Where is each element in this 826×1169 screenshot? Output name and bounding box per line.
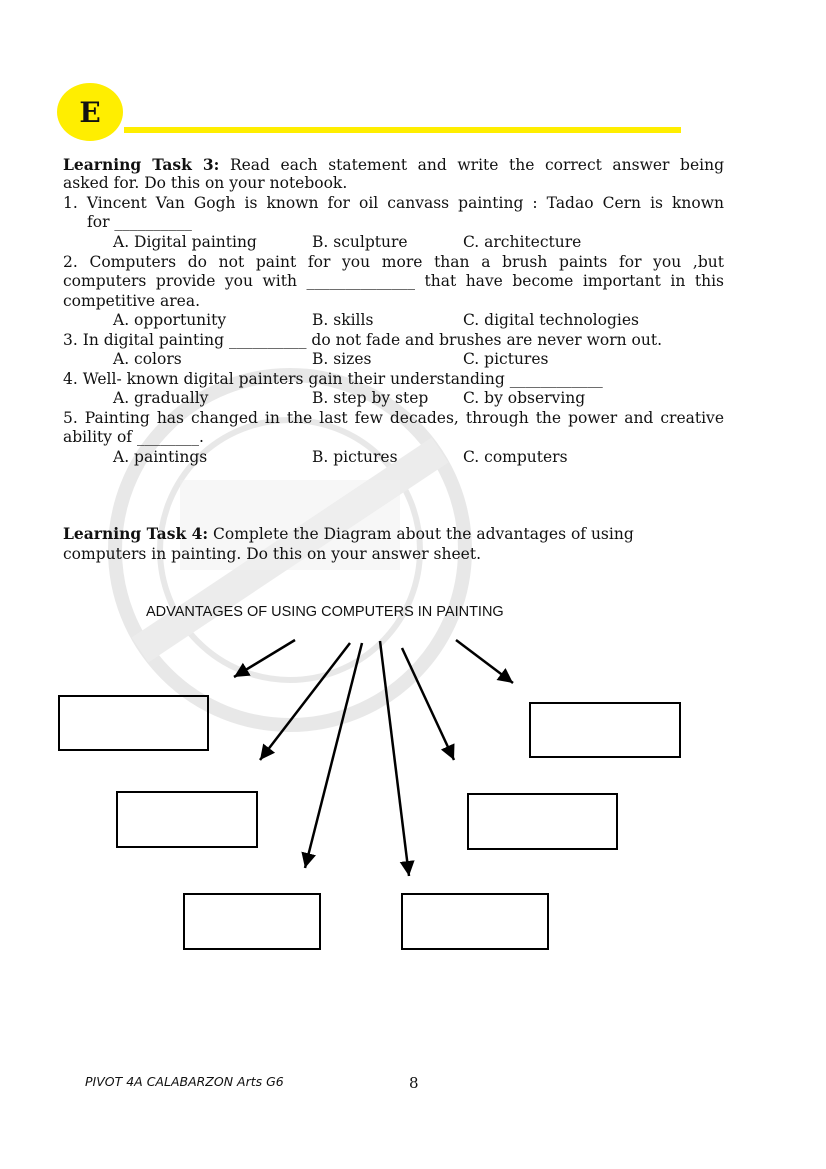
q5-option-b: B. pictures — [312, 448, 398, 466]
answer-box-2[interactable] — [529, 702, 681, 758]
answer-box-3[interactable] — [116, 791, 258, 848]
answer-box-1[interactable] — [58, 695, 209, 751]
q1-option-b: B. sculpture — [312, 233, 408, 251]
task4-intro-line2: computers in painting. Do this on your answer sheet. — [63, 545, 482, 563]
q1-option-c: C. architecture — [463, 233, 582, 251]
q2-option-a: A. opportunity — [113, 311, 227, 329]
footer-title: PIVOT 4A CALABARZON Arts G6 — [85, 1074, 284, 1089]
arrow-6 — [456, 640, 513, 683]
arrow-4 — [380, 641, 409, 876]
q1-option-a: A. Digital painting — [113, 233, 257, 251]
q3-line1: 3. In digital painting __________ do not fade and brushes are never worn out. — [63, 331, 662, 349]
arrow-3 — [305, 643, 362, 868]
q5-line1: 5. Painting has changed in the last few decades, through the power and creative — [63, 409, 724, 427]
answer-box-4[interactable] — [467, 793, 618, 850]
task3-intro-line2: asked for. Do this on your notebook. — [63, 174, 348, 192]
q1-line2: for __________ — [87, 213, 192, 231]
q5-option-c: C. computers — [463, 448, 568, 466]
q2-line1: 2. Computers do not paint for you more than a brush paints for you ,but — [63, 253, 724, 271]
q1-line1: 1. Vincent Van Gogh is known for oil canvass painting : Tadao Cern is known — [63, 194, 724, 212]
diagram-title: ADVANTAGES OF USING COMPUTERS IN PAINTING — [146, 604, 504, 620]
q4-option-b: B. step by step — [312, 389, 429, 407]
task4-intro-line1: Learning Task 4: Complete the Diagram about the advantages of using — [63, 524, 634, 543]
q3-option-b: B. sizes — [312, 350, 372, 368]
q4-option-c: C. by observing — [463, 389, 586, 407]
task3-label: Learning Task 3: — [63, 155, 220, 174]
section-badge: E — [57, 83, 123, 141]
arrow-1 — [234, 640, 295, 677]
q4-line1: 4. Well- known digital painters gain their understanding ____________ — [63, 370, 603, 388]
q2-line2: computers provide you with ______________ that have become important in this — [63, 272, 724, 290]
arrow-5 — [402, 648, 454, 760]
q2-line3: competitive area. — [63, 292, 201, 310]
page-number: 8 — [409, 1074, 419, 1092]
q3-option-a: A. colors — [113, 350, 182, 368]
answer-box-5[interactable] — [183, 893, 321, 950]
q5-line2: ability of ________. — [63, 428, 204, 446]
q2-option-b: B. skills — [312, 311, 374, 329]
q2-option-c: C. digital technologies — [463, 311, 639, 329]
q5-option-a: A. paintings — [113, 448, 208, 466]
task3-intro-line1: Learning Task 3: Read each statement and write the correct answer being — [63, 155, 724, 174]
q3-option-c: C. pictures — [463, 350, 549, 368]
answer-box-6[interactable] — [401, 893, 549, 950]
task4-label: Learning Task 4: — [63, 524, 209, 543]
q4-option-a: A. gradually — [113, 389, 209, 407]
